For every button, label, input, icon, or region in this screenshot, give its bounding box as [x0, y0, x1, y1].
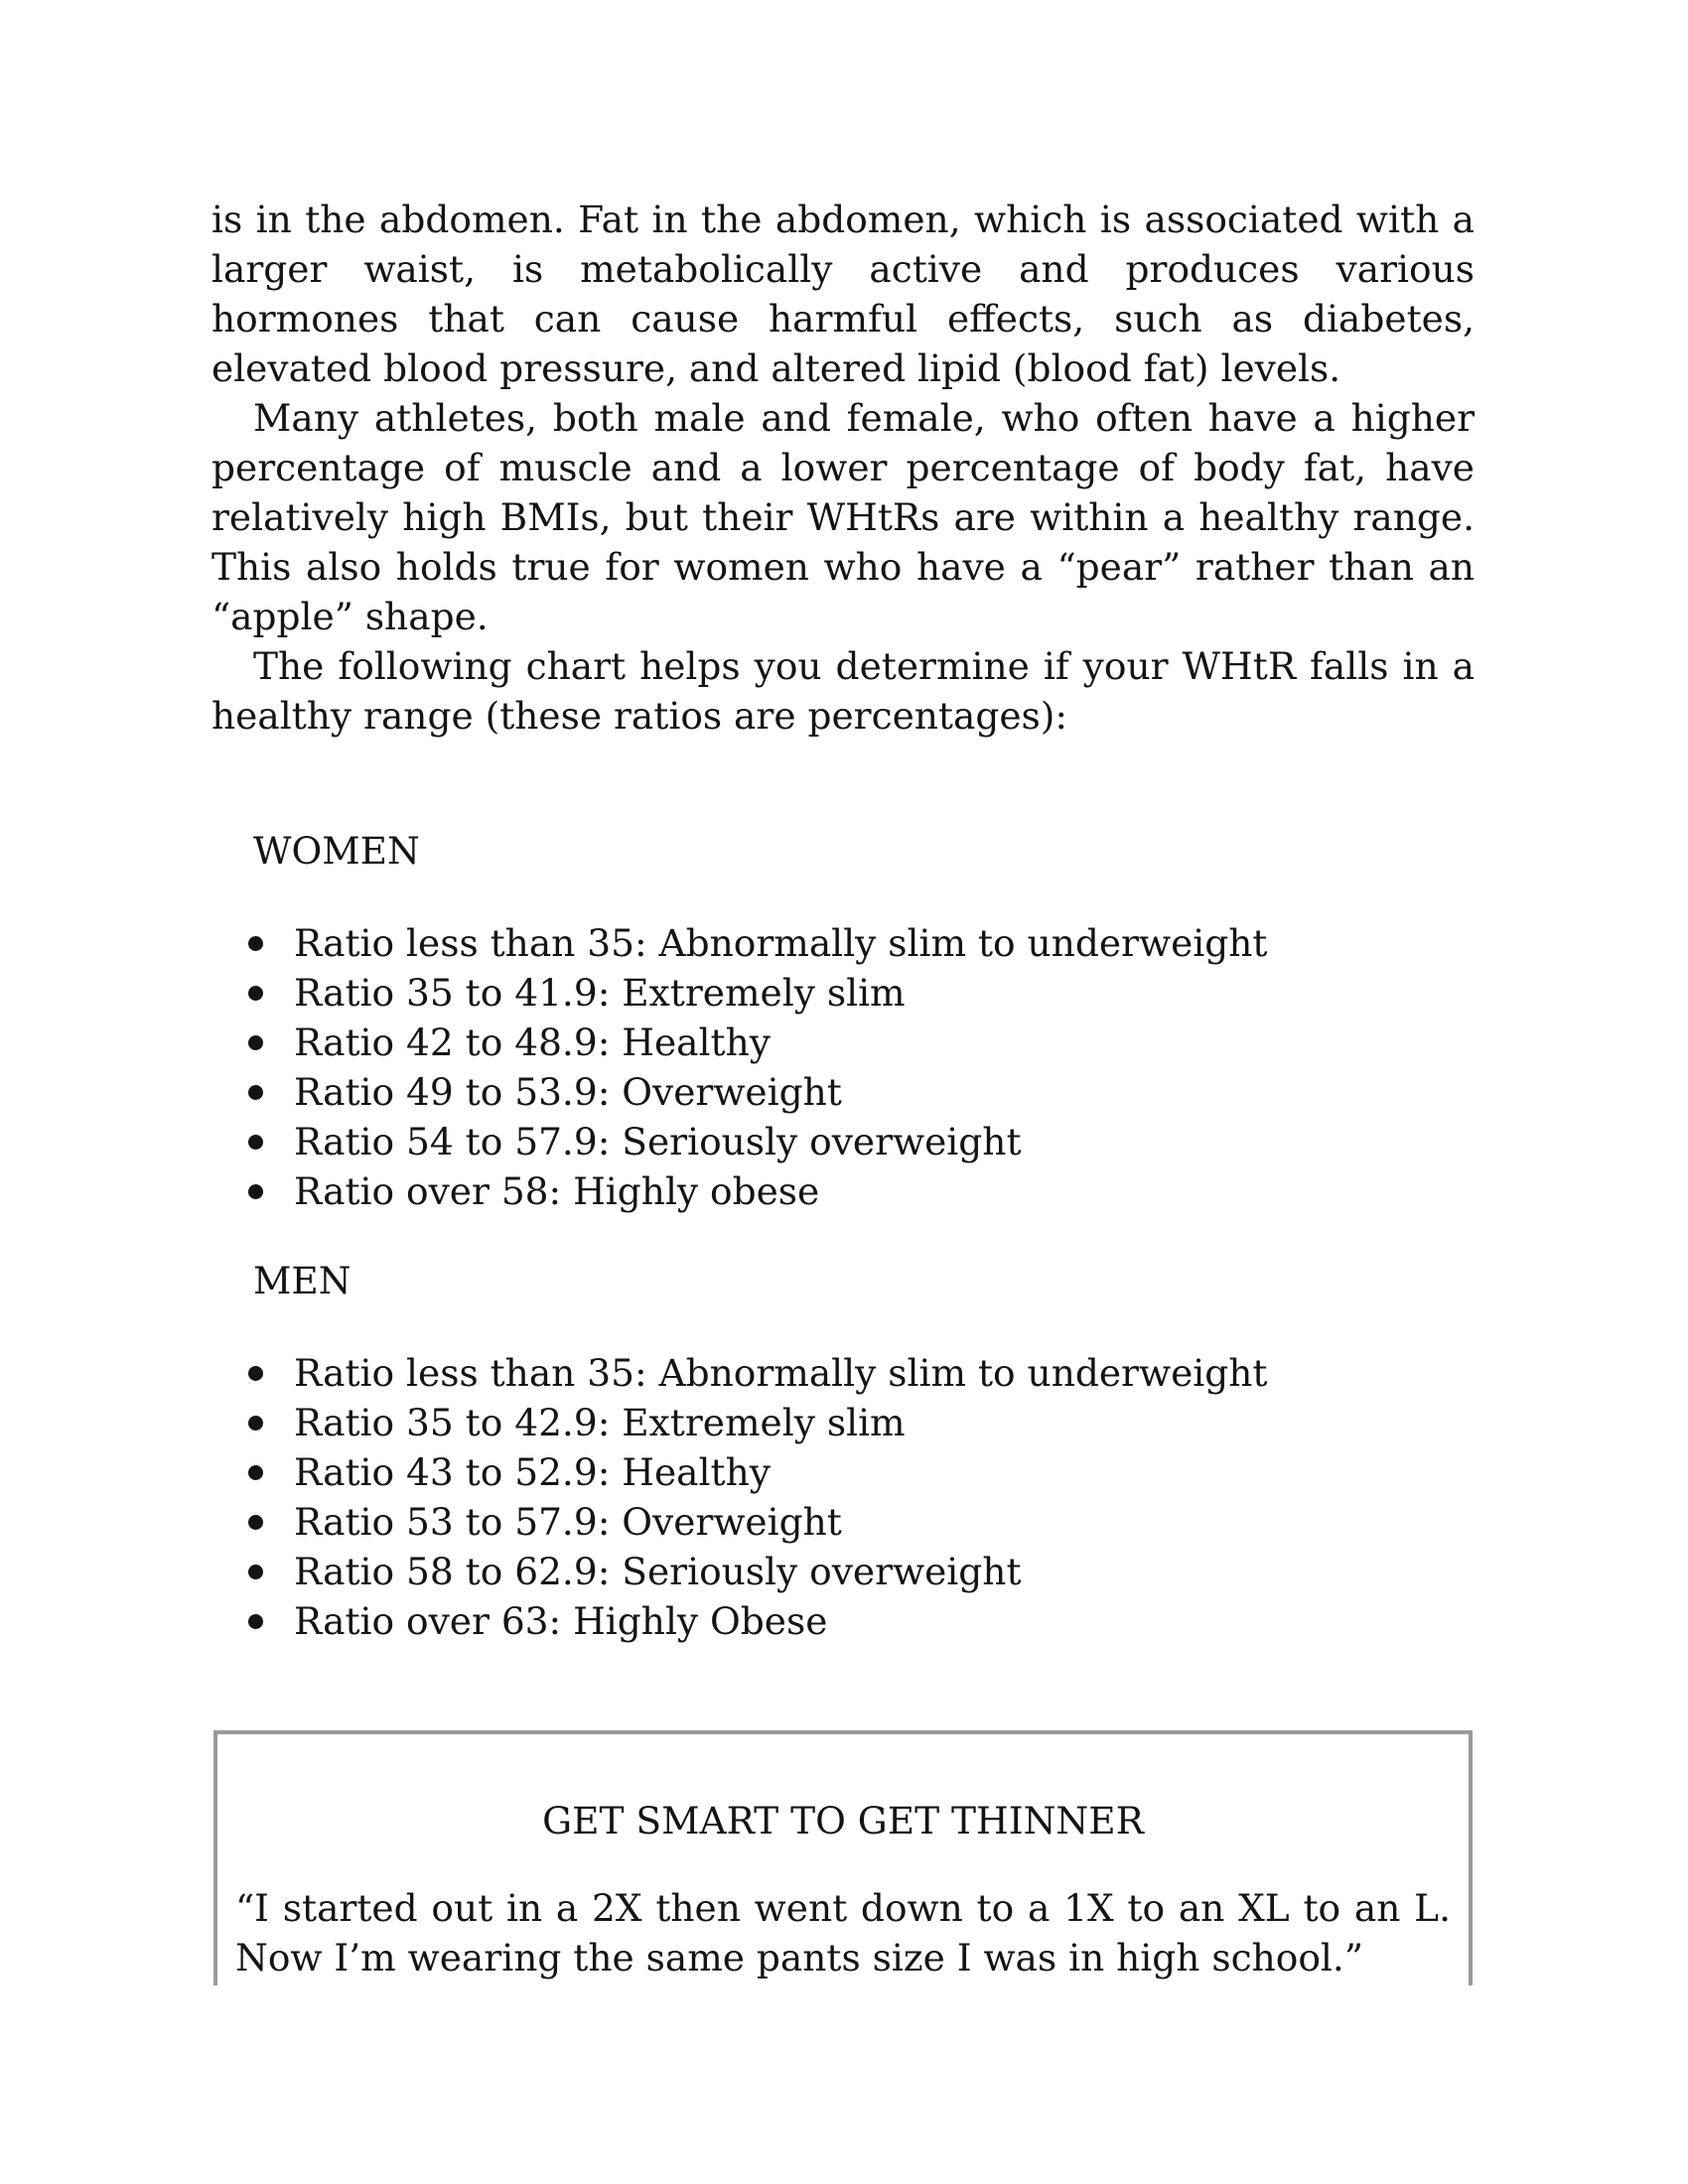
list-item — [248, 1348, 1268, 1398]
men-heading: MEN — [253, 1259, 352, 1302]
list-item-text: Ratio 53 to 57.9: Overweight — [294, 1500, 842, 1544]
list-item-text: Ratio over 58: Highly obese — [294, 1169, 820, 1213]
sidebar-title: GET SMART TO GET THINNER — [542, 1799, 1144, 1843]
list-item — [248, 1018, 1268, 1067]
list-item-text: Ratio 42 to 48.9: Healthy — [294, 1021, 771, 1064]
bullet-icon — [248, 986, 263, 1001]
list-item-text: Ratio 43 to 52.9: Healthy — [294, 1450, 771, 1494]
bullet-icon — [248, 1184, 263, 1199]
men-ratio-list — [248, 1348, 1268, 1646]
list-item-text: Ratio less than 35: Abnormally slim to underweight — [294, 921, 1268, 965]
bullet-icon — [248, 1366, 263, 1381]
list-item-text: Ratio 58 to 62.9: Seriously overweight — [294, 1550, 1022, 1593]
list-item — [248, 1166, 1268, 1216]
bullet-icon — [248, 936, 263, 951]
list-item — [248, 1547, 1268, 1596]
paragraph-chart-intro: The following chart helps you determine if your WHtR falls in a healthy range (these ratios are percentages): — [211, 644, 1475, 738]
list-item — [248, 1398, 1268, 1447]
list-item-text: Ratio 35 to 41.9: Extremely slim — [294, 971, 906, 1015]
bullet-icon — [248, 1465, 263, 1480]
bullet-icon — [248, 1614, 263, 1629]
paragraph-abdomen-fat: is in the abdomen. Fat in the abdomen, which is associated with a larger waist, is metabolically active and produces various hormones that can cause harmful effects, such as diabetes, elevated blood pressure, and altered lipid (blood fat) levels. — [211, 198, 1475, 390]
sidebar-box — [213, 1730, 1473, 1985]
list-item-text: Ratio less than 35: Abnormally slim to underweight — [294, 1351, 1268, 1395]
list-item-text: Ratio over 63: Highly Obese — [294, 1599, 828, 1643]
women-heading: WOMEN — [253, 829, 420, 873]
list-item — [248, 1596, 1268, 1646]
list-item — [248, 1497, 1268, 1547]
bullet-icon — [248, 1565, 263, 1579]
paragraph-athletes: Many athletes, both male and female, who often have a higher percentage of muscle and a lower percentage of body fat, have relatively high BMIs, but their WHtRs are within a healthy range. This also holds true for women who have a “pear” rather than an “apple” shape. — [211, 396, 1475, 638]
list-item-text: Ratio 54 to 57.9: Seriously overweight — [294, 1120, 1022, 1163]
list-item — [248, 1117, 1268, 1166]
body-text — [211, 195, 1475, 741]
bullet-icon — [248, 1515, 263, 1530]
list-item — [248, 918, 1268, 968]
list-item-text: Ratio 35 to 42.9: Extremely slim — [294, 1401, 906, 1444]
women-ratio-list — [248, 918, 1268, 1216]
list-item — [248, 1447, 1268, 1497]
sidebar-quote: “I started out in a 2X then went down to a 1X to an XL to an L. Now I’m wearing the same pants size I was in high school.” — [235, 1886, 1451, 1979]
bullet-icon — [248, 1135, 263, 1150]
bullet-icon — [248, 1035, 263, 1050]
bullet-icon — [248, 1085, 263, 1100]
list-item — [248, 968, 1268, 1018]
bullet-icon — [248, 1416, 263, 1431]
list-item — [248, 1067, 1268, 1117]
list-item-text: Ratio 49 to 53.9: Overweight — [294, 1070, 842, 1114]
